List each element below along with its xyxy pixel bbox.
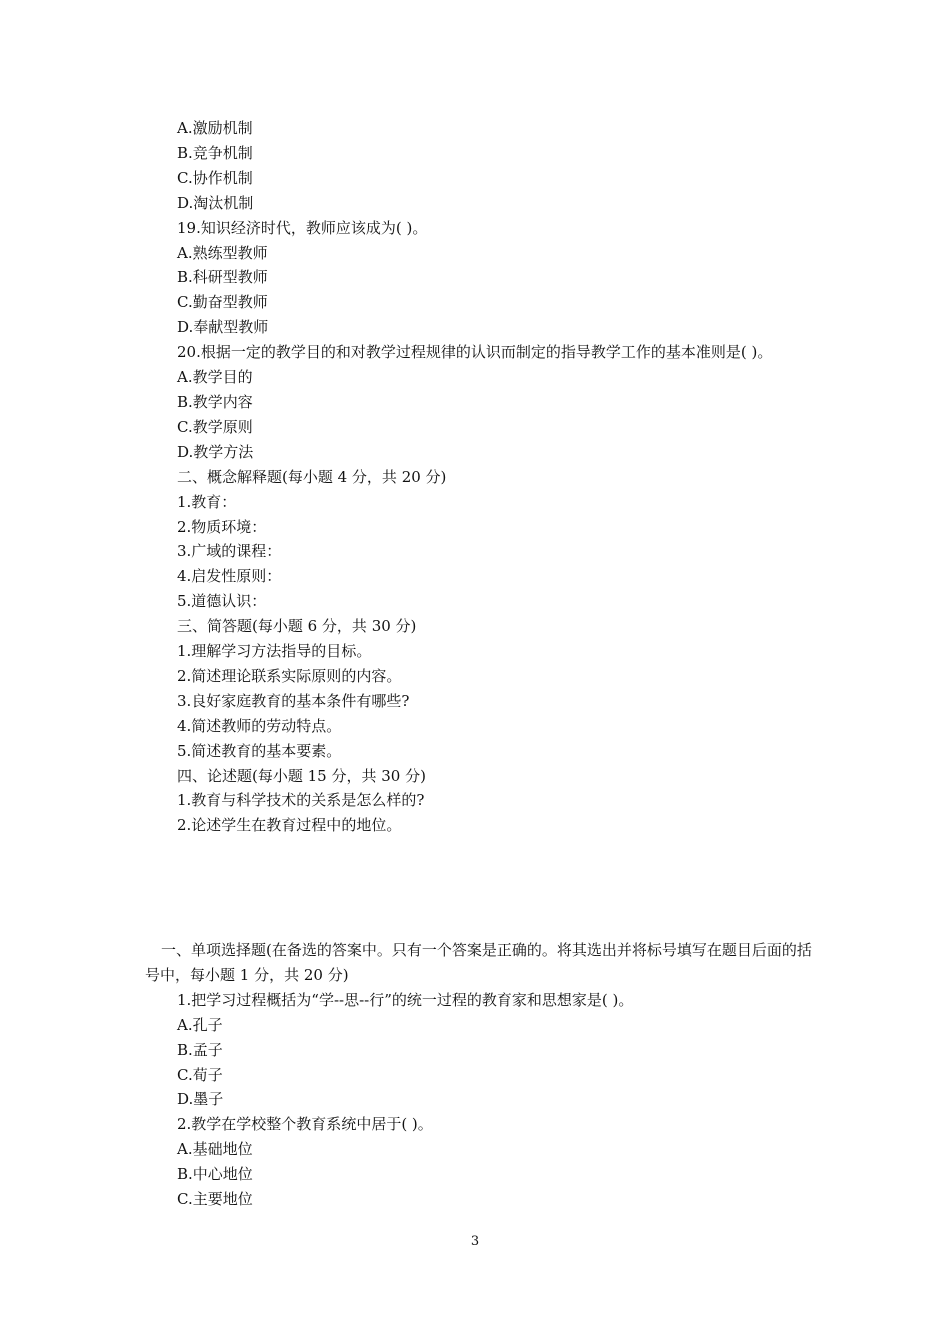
text-line: A.基础地位 bbox=[177, 1140, 253, 1159]
question-line: 2.教学在学校整个教育系统中居于( )。 bbox=[177, 1115, 433, 1134]
text-line: 4.启发性原则： bbox=[177, 567, 282, 586]
section-heading: 四、论述题(每小题 15 分，共 30 分) bbox=[177, 766, 426, 785]
text-line: 2.简述理论联系实际原则的内容。 bbox=[177, 666, 402, 685]
question-line: 1.把学习过程概括为“学--思--行”的统一过程的教育家和思想家是( )。 bbox=[177, 990, 634, 1009]
text-line: A.激励机制 bbox=[177, 119, 253, 137]
section-heading: 二、概念解释题(每小题 4 分，共 20 分) bbox=[177, 467, 447, 486]
text-line: 3.广域的课程： bbox=[177, 542, 282, 561]
question-line: 19.知识经济时代，教师应该成为( )。 bbox=[177, 218, 428, 237]
text-line: C.勤奋型教师 bbox=[177, 293, 268, 312]
text-line: 3.良好家庭教育的基本条件有哪些? bbox=[177, 691, 410, 710]
text-line: C.主要地位 bbox=[177, 1190, 253, 1209]
question-line-wrapped: 20.根据一定的教学目的和对教学过程规律的认识而制定的指导教学工作的基本准则是( )。 bbox=[177, 343, 773, 362]
text-line: D.教学方法 bbox=[177, 442, 254, 461]
text-line: D.奉献型教师 bbox=[177, 318, 269, 337]
text-line: D.淘汰机制 bbox=[177, 193, 254, 212]
text-line: A.孔子 bbox=[177, 1015, 223, 1034]
text-line: D.墨子 bbox=[177, 1090, 224, 1109]
text-line: B.孟子 bbox=[177, 1040, 223, 1059]
text-line: 2.论述学生在教育过程中的地位。 bbox=[177, 816, 402, 835]
text-line: 4.简述教师的劳动特点。 bbox=[177, 716, 342, 735]
text-block-bottom bbox=[145, 938, 815, 1212]
text-line: 1.教育： bbox=[177, 492, 237, 511]
text-line: C.教学原则 bbox=[177, 417, 253, 436]
text-line: 1.理解学习方法指导的目标。 bbox=[177, 642, 372, 661]
text-line: 1.教育与科学技术的关系是怎么样的? bbox=[177, 791, 425, 810]
text-line: A.熟练型教师 bbox=[177, 243, 268, 262]
text-line: 2.物质环境： bbox=[177, 517, 267, 536]
text-line: A.教学目的 bbox=[177, 368, 253, 387]
text-line: B.竞争机制 bbox=[177, 143, 253, 162]
text-line: B.教学内容 bbox=[177, 392, 253, 411]
text-block-top bbox=[145, 116, 815, 838]
page-number: 3 bbox=[470, 1234, 480, 1249]
section-heading: 三、简答题(每小题 6 分，共 30 分) bbox=[177, 617, 417, 636]
text-line: 5.简述教育的基本要素。 bbox=[177, 741, 342, 760]
text-line: C.荀子 bbox=[177, 1065, 223, 1084]
text-line: B.科研型教师 bbox=[177, 268, 268, 287]
text-line: C.协作机制 bbox=[177, 168, 253, 187]
text-line: B.中心地位 bbox=[177, 1165, 253, 1184]
text-line: 5.道德认识： bbox=[177, 592, 267, 611]
section-heading-wrapped: 一、单项选择题(在备选的答案中。只有一个答案是正确的。将其选出并将标号填写在题目后面的括号中，每小题 1 分，共 20 分) bbox=[145, 941, 812, 984]
